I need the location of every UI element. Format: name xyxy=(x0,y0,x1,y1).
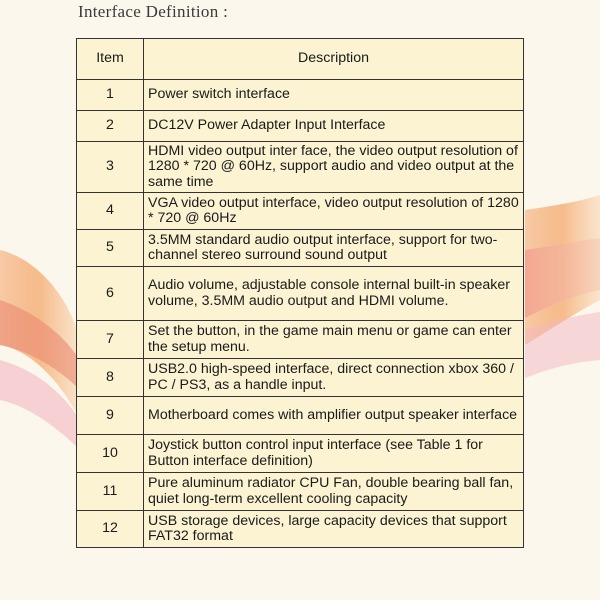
item-description: VGA video output interface, video output resolution of 1280 * 720 @ 60Hz xyxy=(144,193,524,230)
table-row xyxy=(77,397,524,435)
item-number: 11 xyxy=(77,473,144,511)
table-row xyxy=(77,80,524,111)
item-description: Audio volume, adjustable console internal built-in speaker volume, 3.5MM audio output and HDMI volume. xyxy=(144,267,524,321)
table-row xyxy=(77,230,524,267)
item-number: 4 xyxy=(77,193,144,230)
item-number: 8 xyxy=(77,359,144,397)
table-row xyxy=(77,511,524,548)
column-header-item: Item xyxy=(77,39,144,80)
table-row xyxy=(77,473,524,511)
item-number: 3 xyxy=(77,142,144,193)
item-number: 7 xyxy=(77,321,144,359)
item-number: 12 xyxy=(77,511,144,548)
item-description: USB2.0 high-speed interface, direct connection xbox 360 / PC / PS3, as a handle input. xyxy=(144,359,524,397)
table-row xyxy=(77,142,524,193)
item-number: 1 xyxy=(77,80,144,111)
item-description: DC12V Power Adapter Input Interface xyxy=(144,111,524,142)
item-description: Joystick button control input interface (see Table 1 for Button interface definition) xyxy=(144,435,524,473)
item-description: HDMI video output inter face, the video output resolution of 1280 * 720 @ 60Hz, support audio and video output at the same time xyxy=(144,142,524,193)
item-number: 6 xyxy=(77,267,144,321)
column-header-description: Description xyxy=(144,39,524,80)
item-description: Power switch interface xyxy=(144,80,524,111)
item-description: 3.5MM standard audio output interface, support for two-channel stereo surround sound output xyxy=(144,230,524,267)
item-number: 5 xyxy=(77,230,144,267)
table-row xyxy=(77,267,524,321)
table-row xyxy=(77,359,524,397)
item-description: Motherboard comes with amplifier output speaker interface xyxy=(144,397,524,435)
table-header-row xyxy=(77,39,524,80)
table-row xyxy=(77,111,524,142)
table-row xyxy=(77,193,524,230)
page-heading: Interface Definition : xyxy=(78,2,229,21)
item-number: 10 xyxy=(77,435,144,473)
interface-definition-table xyxy=(76,38,524,548)
table-row xyxy=(77,321,524,359)
item-number: 9 xyxy=(77,397,144,435)
item-description: Set the button, in the game main menu or game can enter the setup menu. xyxy=(144,321,524,359)
item-description: Pure aluminum radiator CPU Fan, double bearing ball fan, quiet long-term excellent cooling capacity xyxy=(144,473,524,511)
item-description: USB storage devices, large capacity devices that support FAT32 format xyxy=(144,511,524,548)
item-number: 2 xyxy=(77,111,144,142)
table-row xyxy=(77,435,524,473)
